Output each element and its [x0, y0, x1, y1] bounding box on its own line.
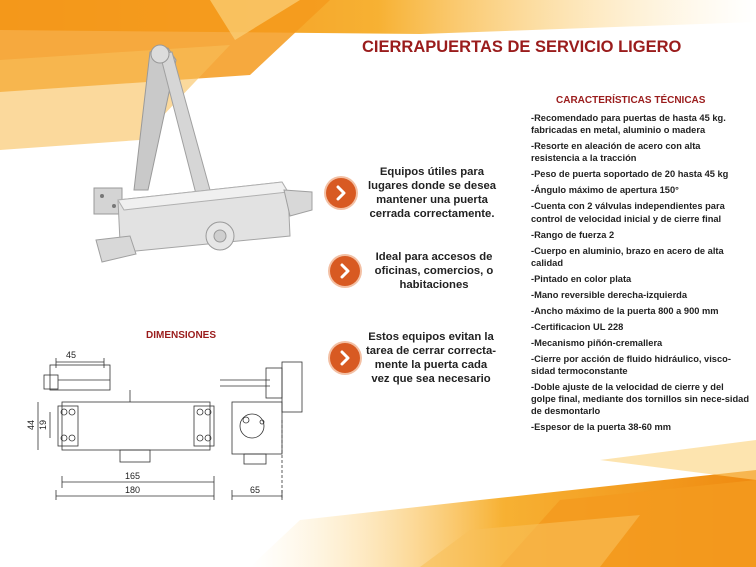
spec-item: -Cuenta con 2 válvulas independientes para control de velocidad inicial y de cierre final [531, 201, 725, 224]
spec-item: -Cierre por acción de fluido hidráulico, visco-sidad termoconstante [531, 353, 731, 377]
dimension-44: 44 [26, 419, 36, 430]
dimension-drawing [0, 340, 320, 510]
feature-3 [330, 330, 496, 386]
spec-item: -Espesor de la puerta 38-60 mm [531, 422, 672, 433]
door-closer-image [90, 40, 315, 272]
dimension-65: 65 [250, 485, 261, 495]
page-title: CIERRAPUERTAS DE SERVICIO LIGERO [362, 38, 682, 56]
spec-item: -Ancho máximo de la puerta 800 a 900 mm [531, 305, 719, 316]
dimension-180: 180 [125, 485, 141, 495]
specs-list [531, 112, 751, 437]
dimension-165: 165 [125, 471, 141, 481]
spec-item: -Recomendado para puertas de hasta 45 kg. fabricadas en metal, aluminio o madera [531, 113, 726, 136]
dimensions-title: DIMENSIONES [146, 330, 217, 341]
spec-item: -Cuerpo en aluminio, brazo en acero de alta calidad [531, 245, 724, 268]
feature-text: Estos equipos evitan la tarea de cerrar correcta-mente la puerta cada vez que sea necesario [366, 331, 496, 385]
spec-item: -Peso de puerta soportado de 20 hasta 45 kg [531, 169, 729, 180]
feature-text: Equipos útiles para lugares donde se desea mantener una puerta cerrada correctamente. [367, 166, 497, 220]
spec-item: -Certificacion UL 228 [531, 321, 624, 332]
spec-item: -Ángulo máximo de apertura 150° [531, 185, 679, 196]
specs-title: CARACTERÍSTICAS TÉCNICAS [556, 95, 706, 106]
dimension-45: 45 [66, 350, 77, 360]
spec-item: -Doble ajuste de la velocidad de cierre y del golpe final, mediante dos tornillos sin nece-sidad de desmontarlo [531, 382, 749, 417]
spec-item: -Mecanismo piñón-cremallera [531, 337, 663, 348]
spec-item: -Resorte en aleación de acero con alta resistencia a la tracción [531, 141, 701, 164]
feature-2 [330, 250, 498, 292]
chevron-right-icon [330, 256, 360, 286]
spec-item: -Mano reversible derecha-izquierda [531, 289, 688, 300]
feature-1 [326, 165, 502, 221]
chevron-right-icon [330, 343, 360, 373]
dimension-19: 19 [38, 419, 48, 430]
feature-text: Ideal para accesos de oficinas, comercios, o habitaciones [374, 251, 494, 291]
spec-item: -Rango de fuerza 2 [531, 229, 615, 240]
spec-item: -Pintado en color plata [531, 273, 632, 284]
chevron-right-icon [326, 178, 356, 208]
